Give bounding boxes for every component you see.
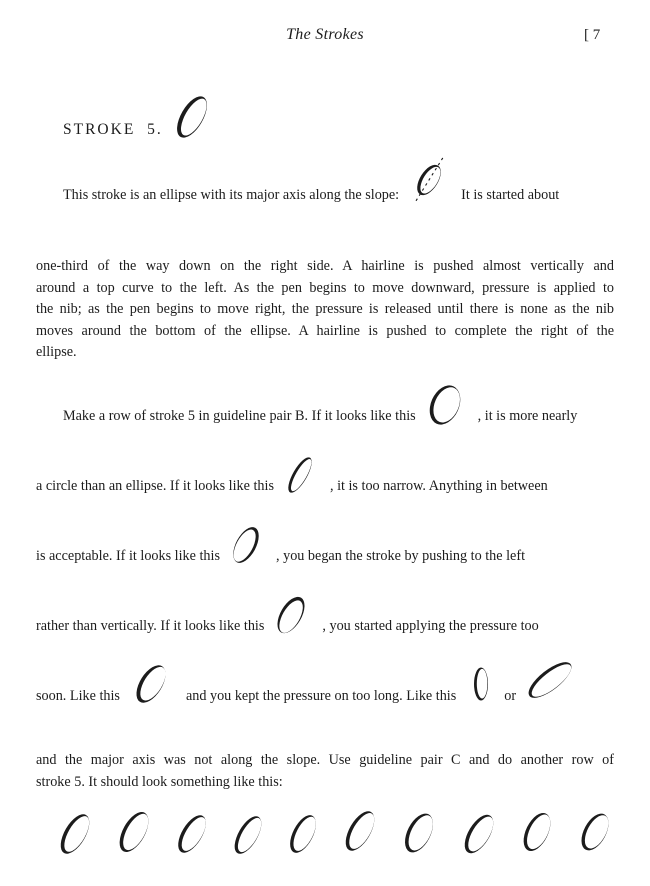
stroke-heading-line xyxy=(63,91,225,143)
practice-row-ellipse-glyph xyxy=(172,809,212,859)
intro-text-before: This stroke is an ellipse with its major axis along the slope: xyxy=(63,187,400,203)
soon-text-or: or xyxy=(504,688,517,704)
practice-row-ellipse-glyph xyxy=(397,808,441,858)
closing-line: stroke 5. It should look something like this: xyxy=(36,773,283,790)
example-line-vertical xyxy=(36,591,539,639)
too-narrow-ellipse-glyph xyxy=(280,451,320,499)
pressure-too-long-ellipse-glyph xyxy=(128,659,174,709)
example-line-circle xyxy=(36,451,548,499)
vertical-text-after: , you started applying the pressure too xyxy=(322,618,539,634)
stroke-heading-label: STROKE 5. xyxy=(63,121,163,138)
practice-row xyxy=(54,806,616,858)
over-slanted-ellipse-glyph xyxy=(524,659,576,701)
body-line: the nib; as the pen begins to move right, the pressure is released until there is none as the nib xyxy=(36,301,614,317)
practice-row-ellipse-glyph xyxy=(54,808,96,860)
body-line: around a top curve to the left. As the pen begins to move downward, pressure is applied to xyxy=(36,279,614,296)
stroke5-specimen-glyph xyxy=(169,91,215,143)
example-line-acceptable xyxy=(36,521,525,569)
practice-row-ellipse-glyph xyxy=(458,809,500,859)
pressure-too-soon-ellipse-glyph xyxy=(270,591,312,639)
page-number: [ 7 xyxy=(584,27,601,43)
practice-row-ellipse-glyph xyxy=(339,805,381,857)
intro-text-after: It is started about xyxy=(461,187,560,203)
pushed-left-ellipse-glyph xyxy=(226,521,266,569)
example-line-row-b xyxy=(63,381,577,429)
body-line: ellipse. xyxy=(36,344,77,360)
closing-line: and the major axis was not along the slope. Use guideline pair C and do another row of xyxy=(36,752,614,768)
intro-line xyxy=(63,152,559,208)
practice-row-ellipse-glyph xyxy=(516,808,558,856)
circle-text-after: , it is too narrow. Anything in between xyxy=(329,478,548,494)
row-b-text-before: Make a row of stroke 5 in guideline pair B. If it looks like this xyxy=(63,408,416,424)
upright-ellipse-glyph xyxy=(468,665,494,703)
soon-text-before: soon. Like this xyxy=(36,688,120,704)
soon-text-middle: and you kept the pressure on too long. Like this xyxy=(185,688,457,704)
circle-text-before: a circle than an ellipse. If it looks like this xyxy=(36,478,274,494)
body-line: one-third of the way down on the right side. A hairline is pushed almost vertically and xyxy=(36,258,614,274)
practice-row-ellipse-glyph xyxy=(574,808,616,856)
practice-row-ellipse-glyph xyxy=(229,810,267,860)
body-line: moves around the bottom of the ellipse. A hairline is pushed to complete the right of the xyxy=(36,322,614,339)
example-line-soon xyxy=(36,659,576,709)
running-head: The Strokes xyxy=(286,26,364,43)
acceptable-text-after: , you began the stroke by pushing to the left xyxy=(276,548,526,564)
too-round-ellipse-glyph xyxy=(422,381,468,429)
body-paragraph xyxy=(36,256,614,364)
acceptable-text-before: is acceptable. If it looks like this xyxy=(36,548,220,564)
row-b-text-after: , it is more nearly xyxy=(477,408,578,424)
practice-row-ellipse-glyph xyxy=(112,806,156,858)
slope-axis-ellipse-glyph xyxy=(405,152,453,208)
practice-row-ellipse-glyph xyxy=(283,809,323,859)
closing-paragraph xyxy=(36,750,614,793)
vertical-text-before: rather than vertically. If it looks like this xyxy=(36,618,265,634)
